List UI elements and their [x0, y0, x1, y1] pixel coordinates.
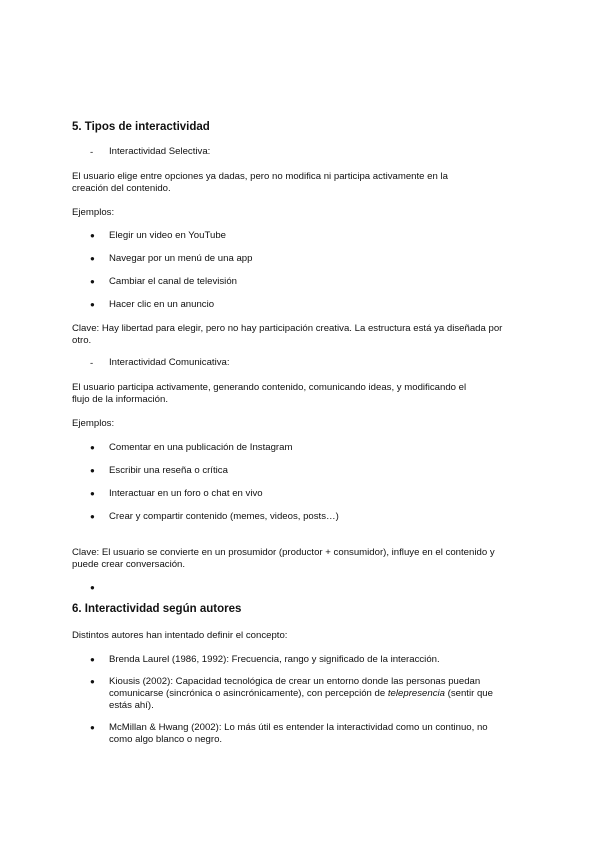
selectiva-description-line-1: El usuario elige entre opciones ya dadas, pero no modifica ni participa activamente en la	[72, 171, 448, 182]
dash-marker: -	[90, 358, 94, 369]
section-6-heading: 6. Interactividad según autores	[72, 603, 242, 615]
bullet-icon: ●	[90, 254, 95, 263]
selectiva-key-line-2: otro.	[72, 335, 92, 346]
list-item-line: estás ahí).	[109, 700, 154, 711]
bullet-icon: ●	[90, 443, 95, 452]
kiousis-text-before: comunicarse (sincrónica o asincrónicamente), con percepción de	[109, 688, 388, 699]
dash-marker: -	[90, 147, 94, 158]
comunicativa-key-line-2: puede crear conversación.	[72, 559, 186, 570]
selectiva-description-line-2: creación del contenido.	[72, 183, 171, 194]
comunicativa-examples-label: Ejemplos:	[72, 418, 115, 429]
list-item: Brenda Laurel (1986, 1992): Frecuencia, rango y significado de la interacción.	[109, 654, 440, 665]
empty-bullet-icon: ●	[90, 583, 95, 592]
bullet-icon: ●	[90, 677, 95, 686]
list-item-line: Kiousis (2002): Capacidad tecnológica de crear un entorno donde las personas puedan	[109, 676, 481, 687]
list-item: Elegir un video en YouTube	[109, 230, 226, 241]
bullet-icon: ●	[90, 300, 95, 309]
comunicativa-label: Interactividad Comunicativa:	[109, 357, 230, 368]
telepresencia-emphasis: telepresencia	[387, 688, 445, 699]
list-item: Escribir una reseña o crítica	[109, 465, 228, 476]
list-item: Comentar en una publicación de Instagram	[109, 442, 293, 453]
section-5-heading: 5. Tipos de interactividad	[72, 121, 210, 133]
kiousis-text-after: (sentir que	[444, 688, 493, 699]
list-item-line: McMillan & Hwang (2002): Lo más útil es entender la interactividad como un continuo, no	[109, 722, 488, 733]
list-item: Crear y compartir contenido (memes, videos, posts…)	[109, 511, 339, 522]
list-item: Navegar por un menú de una app	[109, 253, 253, 264]
comunicativa-description-line-1: El usuario participa activamente, generando contenido, comunicando ideas, y modificando el	[72, 382, 467, 393]
selectiva-label: Interactividad Selectiva:	[109, 146, 211, 157]
bullet-icon: ●	[90, 723, 95, 732]
bullet-icon: ●	[90, 277, 95, 286]
list-item-line: como algo blanco o negro.	[109, 734, 223, 745]
list-item: Cambiar el canal de televisión	[109, 276, 237, 287]
list-item: Interactuar en un foro o chat en vivo	[109, 488, 263, 499]
bullet-icon: ●	[90, 466, 95, 475]
selectiva-examples-label: Ejemplos:	[72, 207, 115, 218]
list-item: Hacer clic en un anuncio	[109, 299, 215, 310]
comunicativa-key-line-1: Clave: El usuario se convierte en un prosumidor (productor + consumidor), influye en el contenido y	[72, 547, 495, 558]
bullet-icon: ●	[90, 512, 95, 521]
comunicativa-description-line-2: flujo de la información.	[72, 394, 168, 405]
bullet-icon: ●	[90, 655, 95, 664]
bullet-icon: ●	[90, 489, 95, 498]
section-6-intro: Distintos autores han intentado definir el concepto:	[72, 630, 288, 641]
selectiva-key-line-1: Clave: Hay libertad para elegir, pero no hay participación creativa. La estructura está ya diseñada por	[72, 323, 503, 334]
bullet-icon: ●	[90, 231, 95, 240]
list-item-line	[109, 688, 493, 701]
